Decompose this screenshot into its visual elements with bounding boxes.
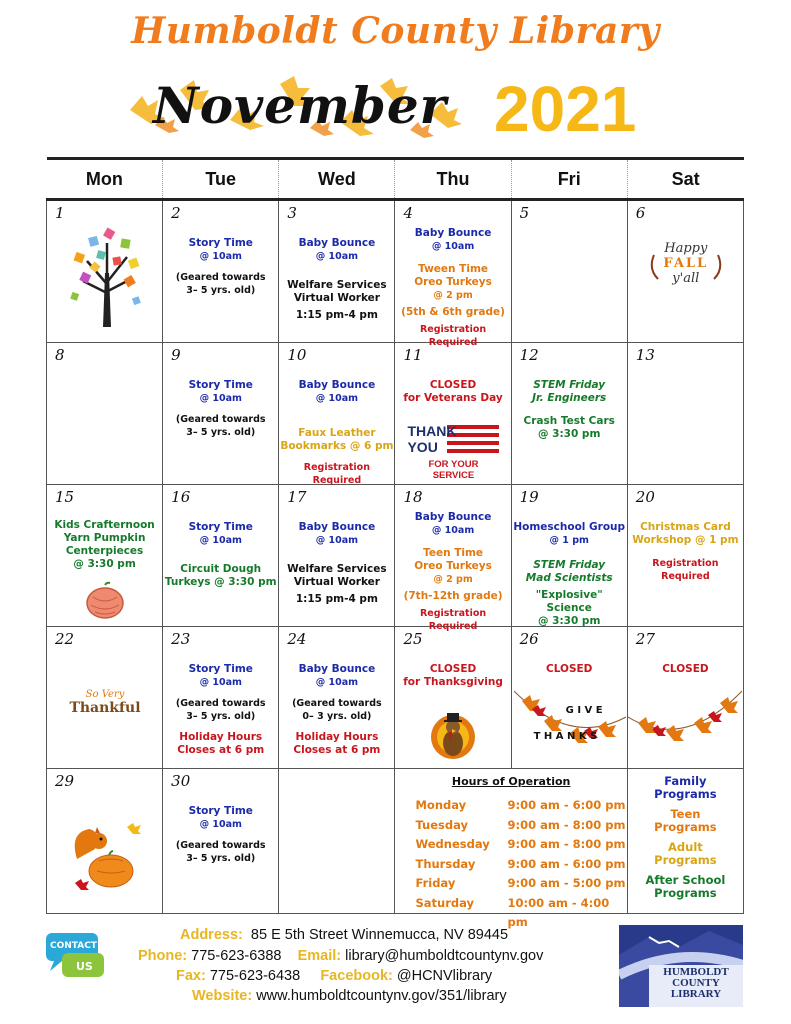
- age-note-line: 3– 5 yrs. old): [186, 427, 256, 438]
- age-note-line: 3– 5 yrs. old): [186, 853, 256, 864]
- day-number: 16: [171, 488, 191, 506]
- banner-text: T H A N K S: [533, 731, 598, 742]
- event-title: Bookmarks @ 6 pm: [280, 440, 394, 452]
- hours-day: Monday: [415, 798, 467, 812]
- event-faux-leather: [279, 427, 394, 453]
- contact-label: CONTACT: [50, 941, 97, 951]
- hours-row: [395, 816, 626, 836]
- day-cell-1: [47, 200, 163, 343]
- day-number: 3: [287, 204, 297, 222]
- day-number: 13: [635, 346, 655, 364]
- event-title: Baby Bounce: [298, 521, 376, 533]
- event-welfare-services: [279, 563, 394, 606]
- day-number: 18: [403, 488, 423, 506]
- legend-label: After School: [645, 873, 726, 887]
- event-title: Baby Bounce: [414, 227, 492, 239]
- event-title: Homeschool Group: [513, 521, 626, 533]
- legend-label: Teen: [670, 807, 701, 821]
- day-number: 15: [55, 488, 75, 506]
- event-christmas-card: [628, 521, 743, 547]
- event-time: @ 10am: [431, 241, 475, 252]
- address-value: 85 E 5th Street Winnemucca, NV 89445: [250, 927, 509, 943]
- phone-label: Phone:: [138, 948, 188, 964]
- contact-us-icon[interactable]: [44, 931, 106, 981]
- turkey-icon: [425, 703, 481, 763]
- hours-of-operation: [395, 775, 626, 933]
- registration-required: Registration Required: [419, 608, 487, 632]
- weekday-thu: Thu: [395, 159, 511, 200]
- event-time: @ 10am: [199, 677, 242, 688]
- holiday-title: Holiday Hours: [295, 731, 379, 743]
- event-title: Christmas Card: [640, 521, 731, 533]
- event-age-note: [279, 697, 394, 723]
- closed-notice: CLOSED: [662, 663, 709, 675]
- age-note-line: (Geared towards: [175, 840, 266, 851]
- day-cell-12: [511, 343, 627, 485]
- day-number: 2: [171, 204, 181, 222]
- hours-day: Saturday: [415, 895, 475, 910]
- event-title: "Explosive" Science: [535, 589, 603, 614]
- event-stem-friday: [512, 379, 627, 405]
- day-cell-16: [163, 485, 279, 627]
- event-baby-bounce: [395, 511, 510, 537]
- weekday-fri: Fri: [511, 159, 627, 200]
- day-cell-8: [47, 343, 163, 485]
- happy-fall-yall-icon: [648, 241, 724, 286]
- day-cell-10: [279, 343, 395, 485]
- day-number: 9: [171, 346, 181, 364]
- age-note-line: 3– 5 yrs. old): [186, 285, 256, 296]
- day-number: 20: [635, 488, 655, 506]
- event-title: Crash Test Cars: [523, 415, 615, 427]
- day-cell-25: [395, 627, 511, 769]
- event-title: Oreo Turkeys: [414, 560, 492, 572]
- event-title: Jr. Engineers: [532, 392, 607, 404]
- day-cell-18: [395, 485, 511, 632]
- hours-time: 9:00 am - 8:00 pm: [507, 837, 626, 851]
- library-title: Humboldt County Library: [131, 10, 660, 52]
- registration-required: Registration Required: [652, 558, 719, 582]
- event-story-time: [163, 379, 278, 405]
- logo-text: LIBRARY: [670, 988, 722, 1000]
- event-stem-friday: [512, 559, 627, 585]
- event-story-time: [163, 237, 278, 263]
- event-time: @ 10am: [199, 535, 242, 546]
- autumn-tree-icon: [67, 223, 143, 327]
- closed-notice: [395, 379, 510, 405]
- event-time: @ 10am: [315, 393, 359, 404]
- year: 2021: [494, 73, 637, 145]
- closed-label: CLOSED: [429, 379, 477, 391]
- event-title: Kids Crafternoon: [54, 519, 155, 531]
- event-title: Welfare Services: [287, 279, 387, 291]
- address-label: Address:: [180, 927, 243, 943]
- event-kids-crafternoon: [47, 519, 162, 571]
- art-text: YOU: [407, 439, 438, 455]
- event-explosive-science: [512, 589, 627, 628]
- art-text: Happy: [664, 241, 708, 256]
- weekday-mon: Mon: [47, 159, 163, 200]
- event-time: @ 3:30 pm: [538, 615, 601, 627]
- thank-you-flag-icon: [407, 423, 499, 481]
- legend-family: [628, 775, 743, 801]
- hours-time: 9:00 am - 6:00 pm: [507, 798, 626, 812]
- day-number: 25: [403, 630, 423, 648]
- event-age-note: [163, 413, 278, 439]
- event-title: Tween Time: [418, 263, 488, 275]
- event-grade: (7th-12th grade): [403, 590, 503, 602]
- legend-adult: [628, 841, 743, 867]
- week-row: [47, 627, 744, 769]
- program-legend: [628, 775, 743, 900]
- event-age-note: [163, 839, 278, 865]
- day-number: 6: [635, 204, 646, 222]
- age-note-line: (Geared towards: [175, 414, 266, 425]
- day-number: 27: [635, 630, 655, 648]
- program-legend-cell: [627, 769, 743, 914]
- banner-text: G I V E: [565, 705, 603, 716]
- event-time: 1:15 pm-4 pm: [295, 309, 378, 321]
- age-note-line: (Geared towards: [175, 698, 266, 709]
- leaf-wreath-icon: [648, 251, 724, 281]
- event-time: @ 10am: [431, 525, 475, 536]
- speech-bubble-icon: [44, 931, 106, 981]
- event-grade: (5th & 6th grade): [401, 306, 505, 318]
- day-number: 30: [171, 772, 191, 790]
- legend-label: Programs: [654, 853, 717, 867]
- day-cell-13: [627, 343, 743, 485]
- day-number: 12: [519, 346, 539, 364]
- age-note-line: (Geared towards: [175, 272, 266, 283]
- hours-row: [395, 874, 626, 894]
- weekday-tue: Tue: [163, 159, 279, 200]
- website-label: Website:: [192, 988, 253, 1004]
- fax-facebook-line: [176, 968, 492, 984]
- weekday-header-row: [47, 159, 744, 200]
- hours-day: Wednesday: [415, 837, 490, 851]
- holiday-hours: [279, 731, 394, 757]
- closed-reason: for Thanksgiving: [403, 676, 503, 688]
- age-note-line: 0– 3 yrs. old): [302, 711, 372, 722]
- week-row: [47, 343, 744, 485]
- logo-text: HUMBOLDT: [663, 966, 729, 978]
- event-title: Faux Leather: [298, 427, 376, 439]
- closed-label: CLOSED: [429, 663, 477, 675]
- squirrel-pumpkin-icon: [69, 819, 141, 891]
- art-text: y'all: [672, 271, 700, 286]
- art-text: THANK: [407, 423, 457, 439]
- event-title: Baby Bounce: [298, 663, 376, 675]
- weekday-wed: Wed: [279, 159, 395, 200]
- event-title: Circuit Dough: [180, 563, 262, 575]
- hours-time: 9:00 am - 5:00 pm: [507, 876, 626, 890]
- hours-row: [395, 796, 626, 816]
- event-time: @ 2 pm: [433, 290, 473, 301]
- month-name: November: [153, 76, 447, 135]
- event-baby-bounce: [279, 663, 394, 689]
- library-logo: [619, 925, 743, 1007]
- day-cell-30: [163, 769, 279, 914]
- day-cell-26: [511, 627, 627, 769]
- age-note-line: 3– 5 yrs. old): [186, 711, 256, 722]
- hours-day: Thursday: [415, 856, 476, 871]
- event-homeschool-group: [512, 521, 627, 547]
- facebook-link[interactable]: @HCNVlibrary: [396, 968, 493, 984]
- hours-row: [395, 855, 626, 875]
- day-cell-23: [163, 627, 279, 769]
- event-title: Story Time: [188, 805, 253, 817]
- event-time: @ 10am: [315, 677, 359, 688]
- event-title: Baby Bounce: [298, 237, 376, 249]
- day-cell-6: [627, 200, 743, 343]
- hours-of-operation-cell: [395, 769, 627, 929]
- art-text: FOR YOUR SERVICE: [428, 459, 479, 481]
- event-time: @ 10am: [199, 393, 242, 404]
- art-text: Thankful: [69, 700, 141, 716]
- closed-notice: CLOSED: [546, 663, 593, 675]
- event-story-time: [163, 663, 278, 689]
- day-cell-2: [163, 200, 279, 343]
- day-cell-9: [163, 343, 279, 485]
- event-crash-test: [512, 415, 627, 441]
- hours-day: Friday: [415, 876, 456, 890]
- day-number: 22: [55, 630, 75, 648]
- hours-time: 10:00 am - 4:00 pm: [507, 895, 610, 929]
- day-cell-5: [511, 200, 627, 343]
- registration-required: Registration Required: [419, 324, 487, 348]
- event-title: Story Time: [188, 521, 253, 533]
- day-number: 10: [287, 346, 307, 364]
- day-number: 17: [287, 488, 307, 506]
- email-link[interactable]: library@humboldtcountynv.gov: [345, 948, 544, 964]
- day-number: 24: [287, 630, 307, 648]
- hours-time: 9:00 am - 8:00 pm: [507, 817, 626, 832]
- day-cell-27: [627, 627, 743, 769]
- contact-footer: [0, 925, 791, 1024]
- day-cell-24: [279, 627, 395, 769]
- event-title: Workshop @ 1 pm: [632, 534, 739, 546]
- event-time: @ 3:30 pm: [538, 428, 601, 440]
- age-note-line: (Geared towards: [292, 698, 382, 709]
- so-very-thankful-icon: [55, 689, 155, 716]
- give-thanks-banner-left: [514, 687, 626, 751]
- event-title: Baby Bounce: [414, 511, 492, 523]
- event-baby-bounce: [279, 521, 394, 547]
- phone-email-line: [138, 948, 543, 964]
- hours-row: [395, 835, 626, 855]
- event-story-time: [163, 805, 278, 831]
- day-number: 5: [519, 204, 530, 222]
- event-title: Story Time: [188, 663, 253, 675]
- event-circuit-dough: [163, 563, 278, 589]
- holiday-time: Closes at 6 pm: [177, 744, 265, 756]
- event-time: @ 10am: [199, 251, 242, 262]
- day-number: 1: [55, 204, 65, 222]
- event-title: Baby Bounce: [298, 379, 376, 391]
- event-baby-bounce: [279, 379, 394, 405]
- calendar-grid: [46, 157, 744, 929]
- event-time: @ 10am: [315, 251, 359, 262]
- legend-after-school: [628, 874, 743, 900]
- day-cell-15: [47, 485, 163, 627]
- art-text: FALL: [663, 256, 709, 271]
- day-cell-11: [395, 343, 511, 485]
- day-number: 4: [403, 204, 414, 222]
- day-number: 26: [519, 630, 539, 648]
- contact-label: US: [76, 960, 93, 973]
- event-title: STEM Friday: [533, 559, 606, 571]
- day-cell-empty: [279, 769, 395, 914]
- day-number: 19: [519, 488, 539, 506]
- day-cell-20: [627, 485, 743, 627]
- closed-reason: for Veterans Day: [403, 392, 503, 404]
- event-title: Oreo Turkeys: [414, 276, 492, 288]
- event-tween-time: [395, 263, 510, 319]
- holiday-hours: [163, 731, 278, 757]
- legend-teen: [628, 808, 743, 834]
- day-number: 8: [55, 346, 65, 364]
- day-cell-17: [279, 485, 395, 627]
- event-title: Centerpieces: [65, 545, 144, 557]
- closed-notice: [395, 663, 510, 689]
- month-banner: [110, 70, 490, 142]
- event-title: Teen Time: [423, 547, 484, 559]
- legend-label: Programs: [654, 820, 717, 834]
- event-welfare-services: [279, 279, 394, 322]
- day-cell-3: [279, 200, 395, 343]
- phone-value[interactable]: 775-623-6388: [191, 948, 282, 964]
- day-number: 29: [55, 772, 75, 790]
- event-time: @ 10am: [315, 535, 359, 546]
- fax-value: 775-623-6438: [209, 968, 301, 984]
- event-time: 1:15 pm-4 pm: [295, 593, 378, 605]
- holiday-title: Holiday Hours: [179, 731, 263, 743]
- day-number: 11: [403, 346, 423, 364]
- day-cell-29: [47, 769, 163, 914]
- event-age-note: [163, 271, 278, 297]
- event-title: Turkeys @ 3:30 pm: [164, 576, 277, 588]
- hours-title: Hours of Operation: [451, 775, 571, 788]
- event-title: Yarn Pumpkin: [63, 532, 146, 544]
- event-title: Welfare Services: [287, 563, 387, 575]
- give-thanks-banner-right-icon: [628, 687, 742, 751]
- event-title: Mad Scientists: [525, 572, 613, 584]
- event-time: @ 2 pm: [433, 574, 473, 585]
- logo-text: COUNTY: [672, 977, 720, 989]
- legend-label: Programs: [654, 886, 717, 900]
- event-story-time: [163, 521, 278, 547]
- yarn-pumpkin-icon: [83, 581, 127, 621]
- week-row: [47, 200, 744, 343]
- event-title: STEM Friday: [533, 379, 606, 391]
- event-time: @ 3:30 pm: [73, 558, 136, 570]
- event-title: Story Time: [188, 379, 253, 391]
- day-cell-19: [511, 485, 627, 627]
- event-baby-bounce: [279, 237, 394, 263]
- hours-time: 9:00 am - 6:00 pm: [507, 856, 626, 871]
- website-line: [192, 988, 507, 1004]
- legend-label: Adult: [668, 840, 703, 854]
- week-row: [47, 769, 744, 914]
- event-time: @ 10am: [199, 819, 242, 830]
- event-title: Virtual Worker: [293, 576, 380, 588]
- event-age-note: [163, 697, 278, 723]
- day-cell-22: [47, 627, 163, 769]
- legend-label: Family: [664, 774, 707, 788]
- event-title: Virtual Worker: [293, 292, 380, 304]
- holiday-time: Closes at 6 pm: [293, 744, 381, 756]
- event-time: @ 1 pm: [549, 535, 589, 546]
- address-line: [180, 927, 508, 943]
- hours-day: Tuesday: [415, 817, 469, 832]
- event-baby-bounce: [395, 227, 510, 253]
- event-title: Story Time: [188, 237, 253, 249]
- facebook-label: Facebook:: [320, 968, 393, 984]
- event-teen-time: [395, 547, 510, 603]
- website-link[interactable]: www.humboldtcountynv.gov/351/library: [256, 988, 507, 1004]
- registration-required: Registration Required: [303, 462, 370, 486]
- legend-label: Programs: [654, 787, 717, 801]
- day-number: 23: [171, 630, 191, 648]
- weekday-sat: Sat: [627, 159, 743, 200]
- week-row: [47, 485, 744, 627]
- fax-label: Fax:: [176, 968, 206, 984]
- email-label: Email:: [297, 948, 342, 964]
- day-cell-4: [395, 200, 511, 348]
- art-text: So Very: [85, 689, 125, 700]
